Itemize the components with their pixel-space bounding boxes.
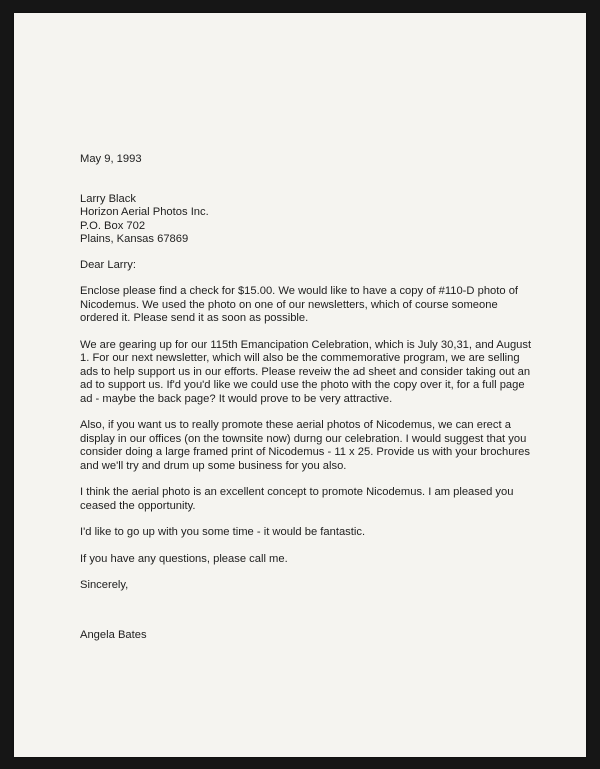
letter-page xyxy=(14,13,586,757)
paragraph-check: Enclose please find a check for $15.00. We would like to have a copy of #110-D photo of Nicodemus. We used the photo on one of our newsletters, which of course someone ordered it. Please send it as soon as possible. xyxy=(80,285,519,324)
recipient-po-box: P.O. Box 702 xyxy=(80,219,146,232)
signature-name: Angela Bates xyxy=(80,628,147,641)
recipient-city-state-zip: Plains, Kansas 67869 xyxy=(80,233,189,245)
paragraph-fly: I'd like to go up with you some time - it would be fantastic. xyxy=(80,526,366,538)
letter-date: May 9, 1993 xyxy=(80,153,142,165)
paragraph-concept: I think the aerial photo is an excellent concept to promote Nicodemus. I am pleased you ceased the opportunity. xyxy=(80,486,514,512)
paragraph-display: Also, if you want us to really promote these aerial photos of Nicodemus, we can erect a display in our offices (on the townsite now) durng our celebration. I would suggest that you consider doing a large framed print of Nicodemus - 11 x 25. Provide us with your brochures and we'll try and drum up some business for you also. xyxy=(80,419,531,472)
paragraph-celebration: We are gearing up for our 115th Emancipation Celebration, which is July 30,31, and August 1. For our next newsletter, which will also be the commemorative program, we are selling ads to help support us in our efforts. Please reveiw the ad sheet and consider taking out an ad to support us. If'd you'd like we could use the photo with the copy over it, for a full page ad - maybe the back page? It would prove to be very attractive. xyxy=(80,338,532,405)
letter-body xyxy=(80,153,536,642)
recipient-name: Larry Black xyxy=(80,192,136,205)
recipient-address xyxy=(80,193,536,247)
recipient-company: Horizon Aerial Photos Inc. xyxy=(80,206,209,218)
paragraph-questions: If you have any questions, please call me. xyxy=(80,552,288,565)
closing: Sincerely, xyxy=(80,579,129,591)
salutation: Dear Larry: xyxy=(80,258,136,271)
